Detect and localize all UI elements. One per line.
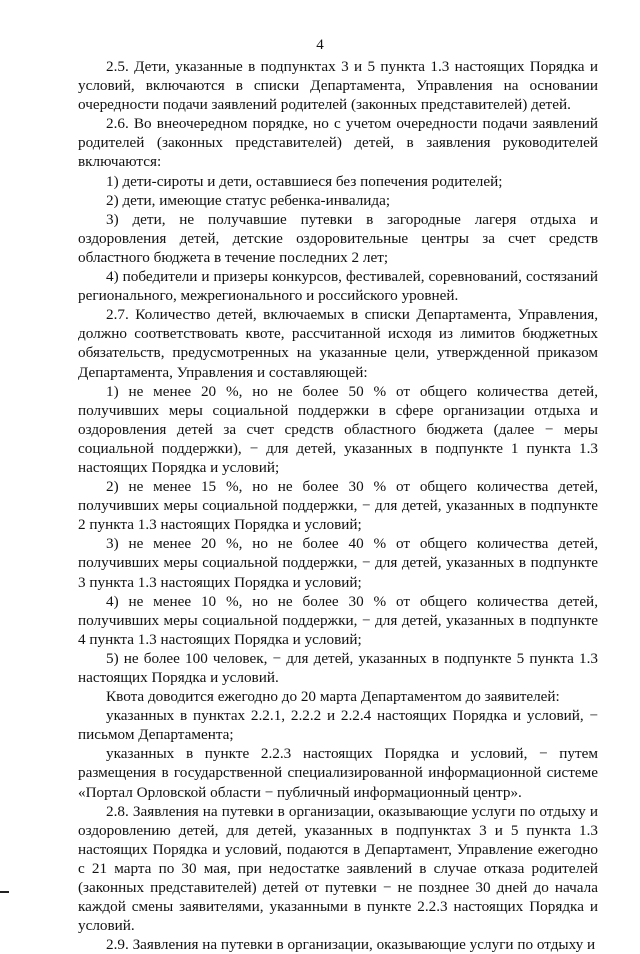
paragraph-2-9: 2.9. Заявления на путевки в организации, оказывающие услуги по отдыху и xyxy=(106,936,596,954)
paragraph-2-8: 2.8. Заявления на путевки в организации, оказывающие услуги по отдыху и оздоровлению детей, для детей, указанных в подпунктах 3 и 5 пункта 1.3 настоящих Порядка и условий, подаются в Департамент, Управление ежегодно с 21 марта по 30 мая, при недостатке заявлений в случае отказа родителей (законных представителей) детей от путевки − не позднее 30 дней до начала каждой смены заявителями, указанными в пункте 2.2.3 настоящих Порядка и условий. xyxy=(78,802,598,935)
document-body xyxy=(78,57,598,954)
list-item-2-6-3: 3) дети, не получавшие путевки в загородные лагеря отдыха и оздоровления детей, детские оздоровительные центры за счет средств областного бюджета в течение последних 2 лет; xyxy=(78,210,598,266)
quota-paragraph: Квота доводится ежегодно до 20 марта Департаментом до заявителей: xyxy=(106,688,560,706)
paragraph-2-7: 2.7. Количество детей, включаемых в списки Департамента, Управления, должно соответствовать квоте, рассчитанной исходя из лимитов бюджетных обязательств, предусмотренных на указанные цели, утвержденной приказом Департамента, Управления и составляющей: xyxy=(78,306,598,381)
scan-edge-mark xyxy=(0,891,9,893)
page-number: 4 xyxy=(316,37,324,53)
list-item-2-6-2: 2) дети, имеющие статус ребенка-инвалида; xyxy=(106,191,391,209)
list-item-2-7-4: 4) не менее 10 %, но не более 30 % от общего количества детей, получивших меры социальной поддержки, − для детей, указанных в подпункте 4 пункта 1.3 настоящих Порядка и условий; xyxy=(78,592,598,648)
quota-item-portal: указанных в пункте 2.2.3 настоящих Порядка и условий, − путем размещения в государственной специализированной информационной системе «Портал Орловской области − публичный информационный центр». xyxy=(78,745,598,801)
list-item-2-7-3: 3) не менее 20 %, но не более 40 % от общего количества детей, получивших меры социальной поддержки, − для детей, указанных в подпункте 3 пункта 1.3 настоящих Порядка и условий; xyxy=(78,535,598,591)
paragraph-2-5: 2.5. Дети, указанные в подпунктах 3 и 5 пункта 1.3 настоящих Порядка и условий, включаются в списки Департамента, Управления на основании очередности подачи заявлений родителей (законных представителей) детей. xyxy=(78,58,598,114)
list-item-2-7-5: 5) не более 100 человек, − для детей, указанных в подпункте 5 пункта 1.3 настоящих Порядка и условий. xyxy=(78,649,598,686)
paragraph-2-6: 2.6. Во внеочередном порядке, но с учетом очередности подачи заявлений родителей (законных представителей) детей, в заявления руководителей включаются: xyxy=(78,115,598,171)
list-item-2-6-1: 1) дети-сироты и дети, оставшиеся без попечения родителей; xyxy=(106,172,503,190)
list-item-2-7-2: 2) не менее 15 %, но не более 30 % от общего количества детей, получивших меры социальной поддержки, − для детей, указанных в подпункте 2 пункта 1.3 настоящих Порядка и условий; xyxy=(78,478,598,534)
list-item-2-6-4: 4) победители и призеры конкурсов, фестивалей, соревнований, состязаний регионального, межрегионального и российского уровней. xyxy=(78,268,598,305)
quota-item-letter: указанных в пунктах 2.2.1, 2.2.2 и 2.2.4 настоящих Порядка и условий, − письмом Департамента; xyxy=(78,707,598,744)
list-item-2-7-1: 1) не менее 20 %, но не более 50 % от общего количества детей, получивших меры социальной поддержки в сфере организации отдыха и оздоровления детей за счет средств областного бюджета (далее − меры социальной поддержки), − для детей, указанных в подпункте 1 пункта 1.3 настоящих Порядка и условий; xyxy=(78,382,598,476)
